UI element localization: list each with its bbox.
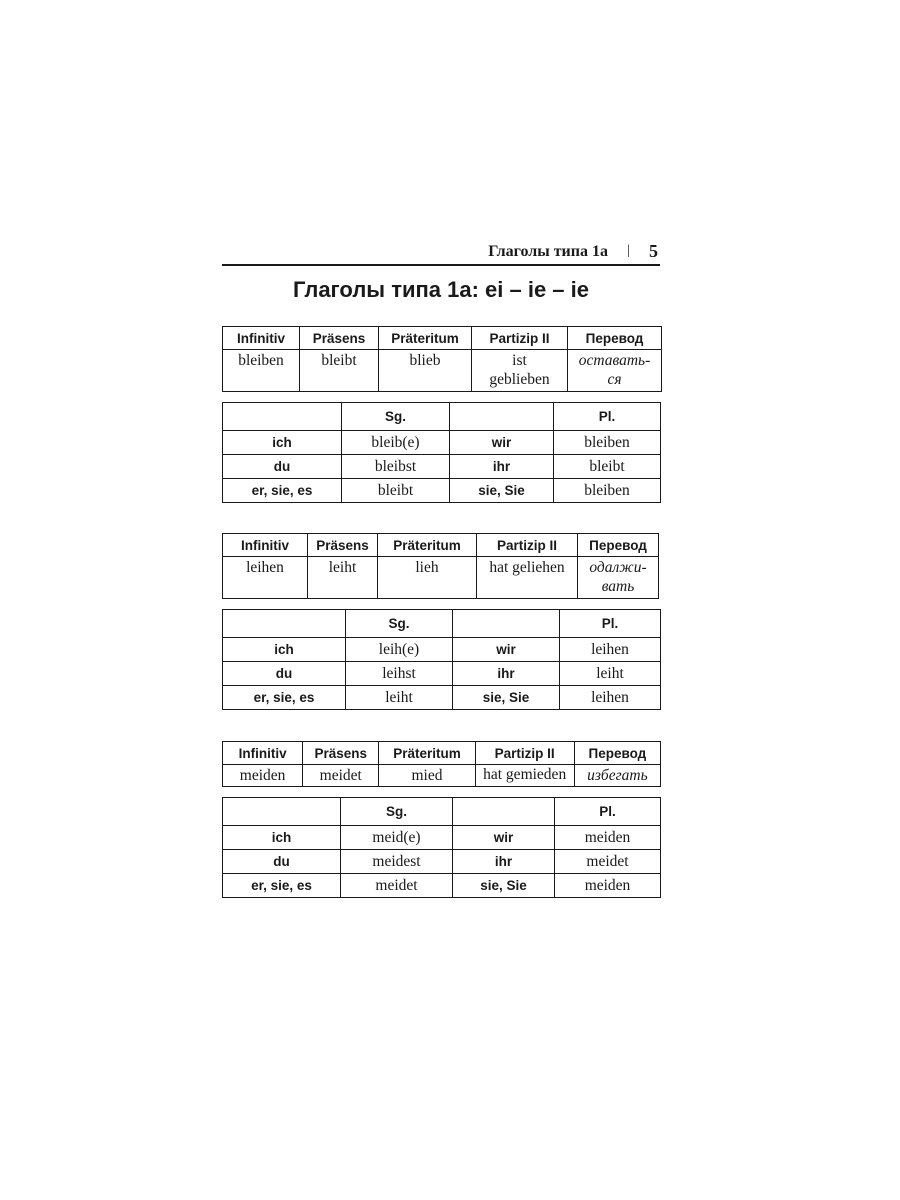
page-number: 5 bbox=[649, 241, 658, 261]
verb-forms-row bbox=[223, 557, 659, 599]
infinitiv-cell: leihen bbox=[223, 557, 308, 599]
verb-forms-row bbox=[223, 350, 662, 392]
sg-pronoun: du bbox=[223, 455, 342, 479]
conjugation-row bbox=[223, 455, 661, 479]
pl-pronoun: wir bbox=[450, 431, 554, 455]
header-praesens: Präsens bbox=[308, 534, 378, 557]
header-praesens: Präsens bbox=[300, 327, 379, 350]
pl-pronoun: wir bbox=[453, 826, 555, 850]
pl-form: bleibt bbox=[554, 455, 661, 479]
pl-form: leihen bbox=[560, 686, 661, 710]
conjugation-header-row bbox=[223, 403, 661, 431]
partizip-cell bbox=[475, 765, 574, 787]
infinitiv-cell: meiden bbox=[223, 765, 303, 787]
sg-form: leiht bbox=[346, 686, 453, 710]
conjugation-row bbox=[223, 686, 661, 710]
header-partizip: Partizip II bbox=[475, 742, 574, 765]
empty-header-cell bbox=[223, 798, 341, 826]
sg-form: meidet bbox=[341, 874, 453, 898]
header-partizip: Partizip II bbox=[477, 534, 578, 557]
plural-header: Pl. bbox=[560, 610, 661, 638]
partizip-cell bbox=[477, 557, 578, 599]
header-infinitiv: Infinitiv bbox=[223, 534, 308, 557]
sg-pronoun: du bbox=[223, 662, 346, 686]
empty-header-cell bbox=[453, 610, 560, 638]
plural-header: Pl. bbox=[555, 798, 661, 826]
sg-pronoun: ich bbox=[223, 431, 342, 455]
plural-header: Pl. bbox=[554, 403, 661, 431]
praesens-cell: bleibt bbox=[300, 350, 379, 392]
empty-header-cell bbox=[453, 798, 555, 826]
conjugation-table-leihen bbox=[222, 609, 661, 710]
sg-form: leih(e) bbox=[346, 638, 453, 662]
sg-form: meidest bbox=[341, 850, 453, 874]
conjugation-row bbox=[223, 638, 661, 662]
header-praeteritum: Präteritum bbox=[379, 327, 472, 350]
praeteritum-cell: blieb bbox=[379, 350, 472, 392]
empty-header-cell bbox=[223, 610, 346, 638]
pl-pronoun: sie, Sie bbox=[453, 686, 560, 710]
sg-pronoun: du bbox=[223, 850, 341, 874]
sg-pronoun: ich bbox=[223, 826, 341, 850]
sg-pronoun: er, sie, es bbox=[223, 686, 346, 710]
header-praeteritum: Präteritum bbox=[379, 742, 475, 765]
partizip-cell bbox=[472, 350, 568, 392]
translation-line: одалжи- bbox=[589, 559, 647, 576]
running-head-separator: | bbox=[627, 243, 630, 258]
verb-forms-header-row bbox=[223, 742, 661, 765]
pl-form: bleiben bbox=[554, 479, 661, 503]
infinitiv-cell: bleiben bbox=[223, 350, 300, 392]
pl-pronoun: sie, Sie bbox=[453, 874, 555, 898]
pl-form: bleiben bbox=[554, 431, 661, 455]
header-praesens: Präsens bbox=[303, 742, 379, 765]
sg-form: leihst bbox=[346, 662, 453, 686]
translation-cell bbox=[578, 557, 659, 599]
conjugation-row bbox=[223, 431, 661, 455]
sg-pronoun: er, sie, es bbox=[223, 874, 341, 898]
verb-forms-row bbox=[223, 765, 661, 787]
pl-pronoun: wir bbox=[453, 638, 560, 662]
verb-forms-table-leihen bbox=[222, 533, 659, 599]
empty-header-cell bbox=[450, 403, 554, 431]
singular-header: Sg. bbox=[341, 798, 453, 826]
verb-forms-table-bleiben bbox=[222, 326, 662, 392]
translation-line: ся bbox=[607, 371, 622, 388]
sg-form: meid(e) bbox=[341, 826, 453, 850]
conjugation-row bbox=[223, 662, 661, 686]
verb-forms-table-meiden bbox=[222, 741, 661, 787]
translation-cell bbox=[568, 350, 662, 392]
header-infinitiv: Infinitiv bbox=[223, 327, 300, 350]
translation-line: оставать- bbox=[578, 352, 651, 369]
praeteritum-cell: mied bbox=[379, 765, 475, 787]
translation-line: вать bbox=[601, 578, 635, 595]
page-title: Глаголы типа 1а: ei – ie – ie bbox=[292, 277, 590, 302]
verb-forms-header-row bbox=[223, 327, 662, 350]
conjugation-row bbox=[223, 874, 661, 898]
header-praeteritum: Präteritum bbox=[378, 534, 477, 557]
conjugation-table-bleiben bbox=[222, 402, 661, 503]
translation-cell bbox=[574, 765, 660, 787]
header-perevod: Перевод bbox=[574, 742, 660, 765]
header-infinitiv: Infinitiv bbox=[223, 742, 303, 765]
header-perevod: Перевод bbox=[568, 327, 662, 350]
praesens-cell: leiht bbox=[308, 557, 378, 599]
pl-pronoun: ihr bbox=[453, 662, 560, 686]
partizip-line: geblieben bbox=[489, 371, 550, 388]
singular-header: Sg. bbox=[346, 610, 453, 638]
conjugation-row bbox=[223, 826, 661, 850]
pl-form: meiden bbox=[555, 826, 661, 850]
sg-pronoun: ich bbox=[223, 638, 346, 662]
pl-pronoun: sie, Sie bbox=[450, 479, 554, 503]
pl-form: meidet bbox=[555, 850, 661, 874]
praeteritum-cell: lieh bbox=[378, 557, 477, 599]
sg-form: bleibst bbox=[342, 455, 450, 479]
sg-form: bleibt bbox=[342, 479, 450, 503]
praesens-cell: meidet bbox=[303, 765, 379, 787]
running-head-title: Глаголы типа 1а bbox=[488, 243, 608, 260]
empty-header-cell bbox=[223, 403, 342, 431]
translation-line: избегать bbox=[587, 767, 648, 784]
partizip-line: ist bbox=[512, 352, 527, 369]
sg-pronoun: er, sie, es bbox=[223, 479, 342, 503]
pl-form: leiht bbox=[560, 662, 661, 686]
header-perevod: Перевод bbox=[578, 534, 659, 557]
pl-pronoun: ihr bbox=[450, 455, 554, 479]
conjugation-row bbox=[223, 479, 661, 503]
running-head bbox=[222, 242, 660, 266]
conjugation-row bbox=[223, 850, 661, 874]
header-partizip: Partizip II bbox=[472, 327, 568, 350]
conjugation-table-meiden bbox=[222, 797, 661, 898]
pl-pronoun: ihr bbox=[453, 850, 555, 874]
singular-header: Sg. bbox=[342, 403, 450, 431]
partizip-line: hat gemieden bbox=[483, 766, 567, 783]
partizip-line: hat geliehen bbox=[489, 559, 565, 576]
verb-forms-header-row bbox=[223, 534, 659, 557]
conjugation-header-row bbox=[223, 798, 661, 826]
pl-form: leihen bbox=[560, 638, 661, 662]
conjugation-header-row bbox=[223, 610, 661, 638]
sg-form: bleib(e) bbox=[342, 431, 450, 455]
pl-form: meiden bbox=[555, 874, 661, 898]
